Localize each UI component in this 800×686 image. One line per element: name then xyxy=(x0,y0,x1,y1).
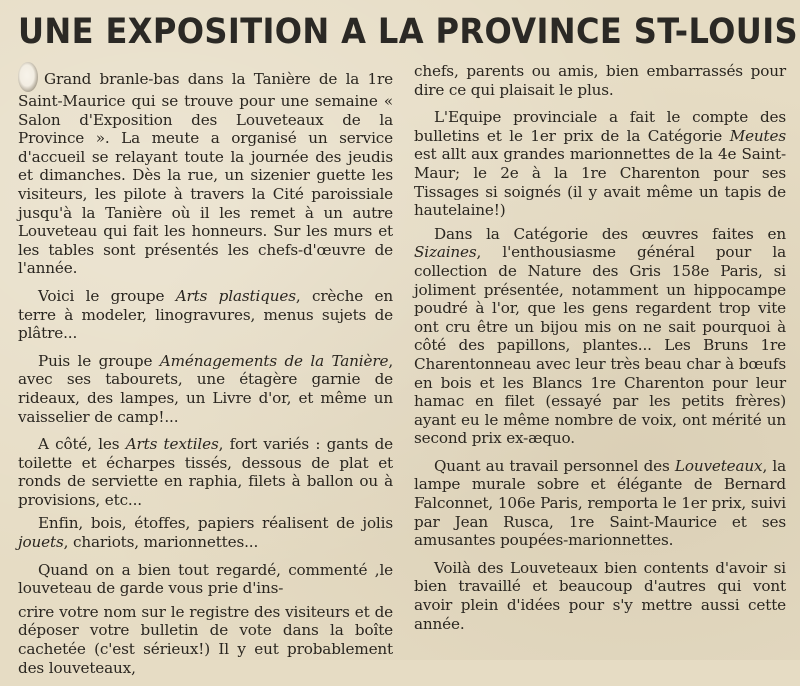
italic-term: Arts plastiques xyxy=(175,286,296,305)
paragraph-conclusion: Voilà des Louveteaux bien contents d'avoir si bien travaillé et beaucoup d'autres qui vont avoir plein d'idées pour s'y mettre aussi cette année. xyxy=(414,558,786,633)
paragraph-arts-plastiques xyxy=(18,287,393,343)
text-segment: Dans la Catégorie des œuvres faites en xyxy=(434,224,786,243)
text-segment: , la lampe murale sobre et élégante de Bernard Falconnet, 106e Paris, remporta le 1er prix, suivi par Jean Rusca, 1re Saint-Maurice et ses amusantes poupées-marionnettes. xyxy=(414,456,786,550)
paragraph-jouets xyxy=(18,514,393,551)
paragraph-intro xyxy=(18,62,393,278)
right-column xyxy=(414,62,786,686)
paragraph-continued: chefs, parents ou amis, bien embarrassés pour dire ce qui plaisait le plus. xyxy=(414,62,786,99)
italic-term: Meutes xyxy=(729,126,786,145)
paragraph-categorie-meutes xyxy=(414,108,786,220)
paragraph-travail-personnel xyxy=(414,457,786,550)
text-segment: Enfin, bois, étoffes, papiers réalisent de jolis xyxy=(38,514,393,533)
text-segment: est allt aux grandes marionnettes de la 4e Saint-Maur; le 2e à la 1re Charenton pour ses Tissages si soignés (il y avait même un tapis de hautelaine!) xyxy=(414,145,786,220)
punched-hole-mark xyxy=(18,62,38,92)
paragraph-intro-text: Grand branle-bas dans la Tanière de la 1re Saint-Maurice qui se trouve pour une semaine « Salon d'Exposition des Louveteaux de la Province ». La meute a organisé un service d'accueil se relayant toute la journée des jeudis et dimanches. Dès la rue, un sizenier guette les visiteurs, les pilote à travers la Cité paroissiale jusqu'à la Tanière où il les remet à un autre Louveteau qui fait les honneurs. Sur les murs et les tables sont présentés les chefs-d'œuvre de l'année. xyxy=(18,70,393,278)
left-column xyxy=(18,62,393,686)
italic-term: Arts textiles xyxy=(125,435,219,454)
text-segment: Quant au travail personnel des xyxy=(434,456,675,475)
paragraph-arts-textiles xyxy=(18,435,393,509)
headline: UNE EXPOSITION A LA PROVINCE ST-LOUIS xyxy=(18,12,798,52)
paragraph-vote-part2: crire votre nom sur le registre des visiteurs et de déposer votre bulletin de vote dans la boîte cachetée (c'est sérieux!) Il y eut probablement des louveteaux, xyxy=(18,602,393,677)
text-segment: Puis le groupe xyxy=(38,351,160,370)
text-segment: Voici le groupe xyxy=(38,286,176,305)
article-columns xyxy=(18,62,786,686)
paragraph-vote-part1: Quand on a bien tout regardé, commenté ,le louveteau de garde vous prie d'ins- xyxy=(18,560,393,598)
italic-term: Sizaines xyxy=(414,243,477,262)
paragraph-amenagements xyxy=(18,352,393,426)
text-segment: , l'enthousiasme général pour la collection de Nature des Gris 158e Paris, si joliment présentée, notamment un hippocampe poudré à l'or, que les gens regardent trop vite ont cru être un bijou mis on ne sait pourquoi à côté des papillons, plantes... Les Bruns 1re Charentonneau avec leur très beau char à bœufs en bois et les Blancs 1re Charenton pour leur hamac en filet (essayé par les petits frères) ayant eu le même nombre de voix, ont mérité un second prix ex-æquo. xyxy=(414,243,786,448)
text-segment: , avec ses tabourets, une étagère garnie de rideaux, des lampes, un Livre d'or, et même un vaisselier de camp!... xyxy=(18,351,393,426)
text-segment: L'Equipe provinciale a fait le compte des bulletins et le 1er prix de la Catégorie xyxy=(414,108,786,145)
italic-term: Louveteaux xyxy=(674,456,763,475)
text-segment: , crèche en terre à modeler, linogravures, menus sujets de plâtre... xyxy=(18,286,393,343)
text-segment: A côté, les xyxy=(38,435,126,454)
text-segment: , chariots, marionnettes... xyxy=(63,533,259,552)
text-segment: , fort variés : gants de toilette et écharpes tissés, dessous de plat et ronds de serviette en raphia, filets à ballon ou à provisions, etc... xyxy=(18,435,394,509)
paragraph-categorie-sizaines xyxy=(414,225,786,448)
italic-term: Aménagements de la Tanière xyxy=(159,351,389,370)
italic-term: jouets xyxy=(18,533,64,552)
